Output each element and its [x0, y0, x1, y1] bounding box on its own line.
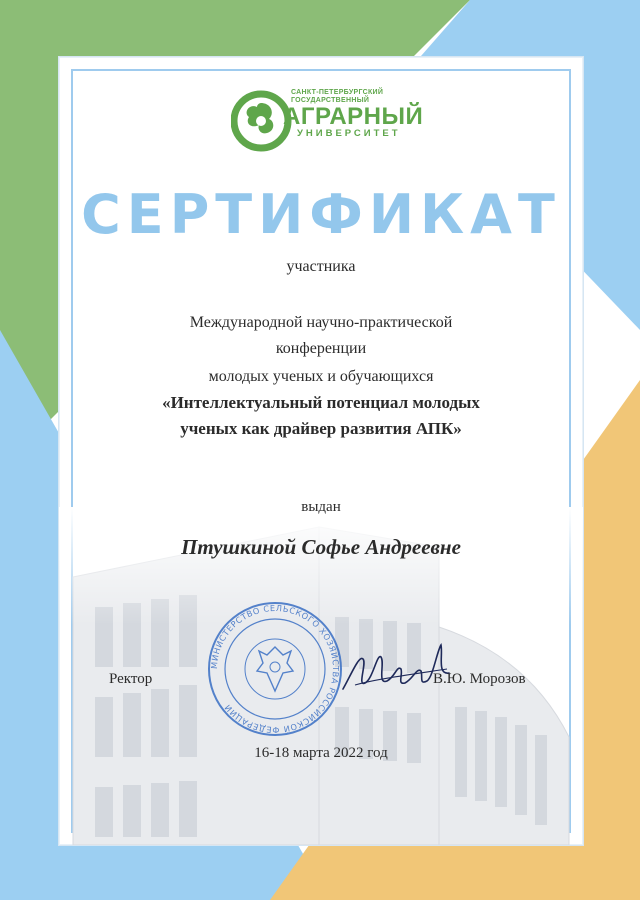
- issued-label: выдан: [301, 499, 341, 515]
- event-title-line2: ученых как драйвер развития АПК»: [180, 419, 462, 438]
- event-line1: Международной научно-практической: [189, 314, 453, 331]
- signer-name: В.Ю. Морозов: [433, 671, 526, 687]
- university-logo: [231, 89, 424, 153]
- event-dates: 16-18 марта 2022 год: [254, 745, 388, 761]
- event-line2: конференции: [275, 340, 367, 357]
- certificate-subtitle: участника: [286, 258, 356, 275]
- recipient-name: Птушкиной Софье Андреевне: [181, 535, 461, 559]
- seal-text: МИНИСТЕРСТВО СЕЛЬСКОГО ХОЗЯЙСТВА РОССИЙСКОЙ ФЕДЕРАЦИИ: [208, 602, 342, 736]
- certificate-title: СЕРТИФИКАТ: [81, 183, 561, 246]
- rector-signature: [337, 635, 457, 701]
- certificate-sheet: [58, 56, 584, 846]
- logo-main: АГРАРНЫЙ: [283, 103, 424, 130]
- logo-line2: ГОСУДАРСТВЕННЫЙ: [291, 97, 370, 104]
- signer-role: Ректор: [109, 671, 153, 687]
- logo-sub: УНИВЕРСИТЕТ: [297, 128, 401, 139]
- event-line3: молодых ученых и обучающихся: [208, 368, 434, 385]
- event-title-line1: «Интеллектуальный потенциал молодых: [162, 393, 480, 412]
- logo-line1: САНКТ-ПЕТЕРБУРГСКИЙ: [291, 89, 384, 96]
- official-seal: [205, 599, 345, 739]
